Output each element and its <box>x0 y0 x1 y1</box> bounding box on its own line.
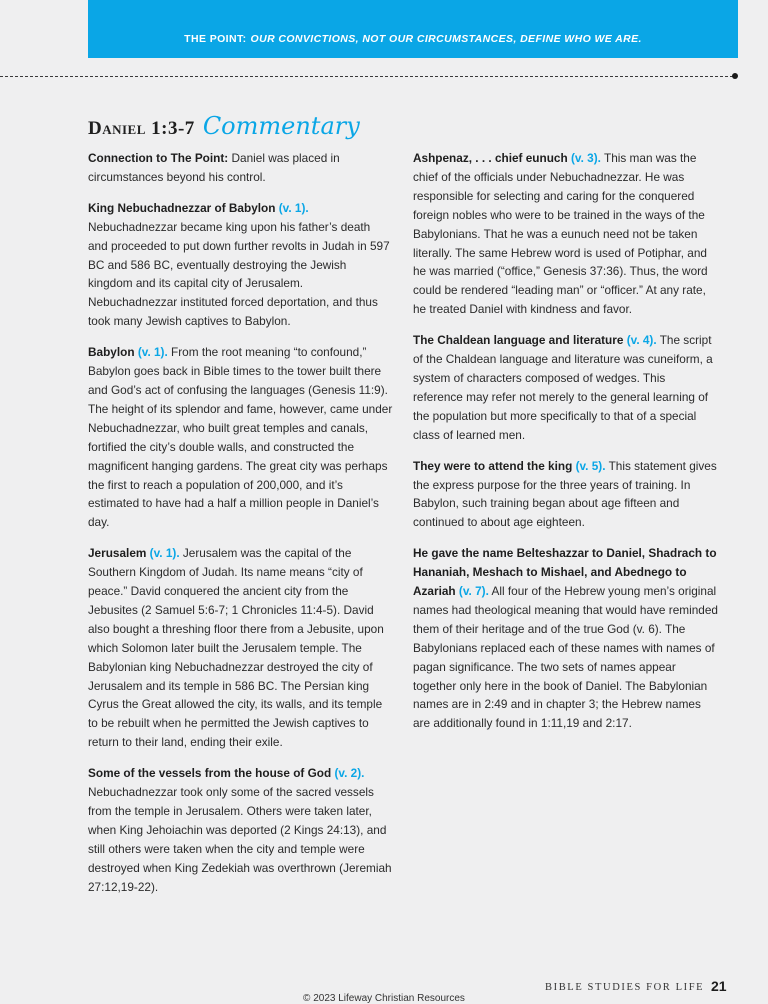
right-column <box>413 149 718 745</box>
verse-reference: (v. 7). <box>458 584 489 599</box>
verse-reference: (v. 4). <box>626 333 657 348</box>
entry-term: Jerusalem <box>88 546 147 561</box>
banner-lead: THE POINT: <box>184 33 247 45</box>
entry-term: King Nebuchadnezzar of Babylon <box>88 200 276 215</box>
verse-reference: (v. 1). <box>278 200 309 215</box>
entry-body: This statement gives the express purpose for the three years of training. In Babylon, such training began about age fifteen and continued to about age eighteen. <box>413 458 717 530</box>
commentary-entry <box>88 149 393 187</box>
entry-body: From the root meaning “to confound,” Babylon goes back in Bible times to the tower built there and God’s act of confusing the languages (Genesis 11:9). The height of its splendor and fame, however, came under Nebuchadnezzar, who built great temples and canals, fortified the city’s double walls, and constructed the magnificent hanging gardens. The great city was perhaps the first to reach a population of 200,000, and it’s estimated to have had a half a million people in Daniel’s day. <box>88 345 393 530</box>
verse-reference: (v. 2). <box>334 766 365 781</box>
entry-body: This man was the chief of the officials under Nebuchadnezzar. He was responsible for selecting and caring for the conquered foreign nobles who were to be trained in the ways of the Babylonians. That he was a eunuch need not be taken literally. The same Hebrew word is used of Potiphar, and he was married (“office,” Genesis 37:36). Thus, the word could be rendered “leading man” or “officer.” At any rate, he treated Daniel with kindness and favor. <box>413 151 708 317</box>
commentary-title: Commentary <box>202 112 360 140</box>
entry-term: Ashpenaz, . . . chief eunuch <box>413 151 568 165</box>
entry-term: He gave the name Belteshazzar to Daniel, Shadrach to Hananiah, Meshach to Mishael, and Abednego to Azariah <box>413 546 717 599</box>
verse-reference: (v. 1). <box>149 546 180 561</box>
footer-brand: BIBLE STUDIES FOR LIFE <box>545 982 705 993</box>
copyright-notice: © 2023 Lifeway Christian Resources <box>303 993 465 1004</box>
entry-term: Some of the vessels from the house of God <box>88 766 332 781</box>
dashed-divider <box>0 76 733 77</box>
entry-body: Jerusalem was the capital of the Southern Kingdom of Judah. Its name means “city of peace.” David conquered the ancient city from the Jebusites (2 Samuel 5:6-7; 1 Chronicles 11:4-5). David also bought a threshing floor there from a Jebusite, upon which Solomon later built the Jerusalem temple. The Babylonian king Nebuchadnezzar destroyed the city of Jerusalem and its temple in 586 BC. The Persian king Cyrus the Great allowed the city, its walls, and its temple to be rebuilt when he permitted the Jewish captives to return to their land, ending their exile. <box>88 546 384 750</box>
left-column <box>88 149 393 909</box>
commentary-entry <box>413 149 718 319</box>
page-heading <box>88 112 360 146</box>
commentary-entry <box>88 343 393 532</box>
entry-body: Daniel was placed in circumstances beyond his control. <box>88 151 340 184</box>
commentary-entry <box>413 544 718 733</box>
entry-body: The script of the Chaldean language and literature was cuneiform, a system of characters composed of wedges. This reference may refer not merely to the general learning of the population but more specifically to that of a special class of learned men. <box>413 333 713 442</box>
commentary-entry <box>88 544 393 752</box>
verse-reference: (v. 3). <box>570 151 601 165</box>
entry-body: Nebuchadnezzar took only some of the sacred vessels from the temple in Jerusalem. Others were taken later, when King Jehoiachin was deported (2 Kings 24:13), and still others were taken when the city and temple were destroyed when King Zedekiah was overthrown (Jeremiah 27:12,19-22). <box>88 785 392 894</box>
banner-text: OUR CONVICTIONS, NOT OUR CIRCUMSTANCES, DEFINE WHO WE ARE. <box>250 33 642 45</box>
verse-reference: (v. 1). <box>137 345 168 360</box>
commentary-entry <box>413 457 718 533</box>
entry-term: They were to attend the king <box>413 458 573 473</box>
divider-dot-icon <box>732 73 738 79</box>
entry-body: All four of the Hebrew young men’s original names had theological meaning that would have reminded them of their heritage and of the true God (v. 6). The Babylonians replaced each of these names with names of pagan significance. The two sets of names appear together only here in the book of Daniel. The Babylonian names are in 2:49 and in chapter 3; the Hebrew names are additionally found in 1:11,19 and 2:17. <box>413 584 718 731</box>
entry-term: Babylon <box>88 345 135 360</box>
commentary-entry <box>88 764 393 896</box>
verse-reference: (v. 5). <box>575 458 606 473</box>
point-banner <box>88 0 738 58</box>
scripture-reference: Daniel 1:3-7 <box>88 118 195 139</box>
commentary-entry <box>413 331 718 444</box>
entry-body: Nebuchadnezzar became king upon his father’s death and proceeded to put down further revolts in Judah in 597 BC and 586 BC, eventually destroying the Jewish kingdom and its capital city of Jerusalem. Nebuchadnezzar instituted forced deportation, and thus took many Jewish captives to Babylon. <box>88 219 390 329</box>
entry-term: Connection to The Point: <box>88 151 229 165</box>
page-number: 21 <box>711 978 727 994</box>
commentary-entry <box>88 199 393 331</box>
entry-term: The Chaldean language and literature <box>413 333 624 348</box>
